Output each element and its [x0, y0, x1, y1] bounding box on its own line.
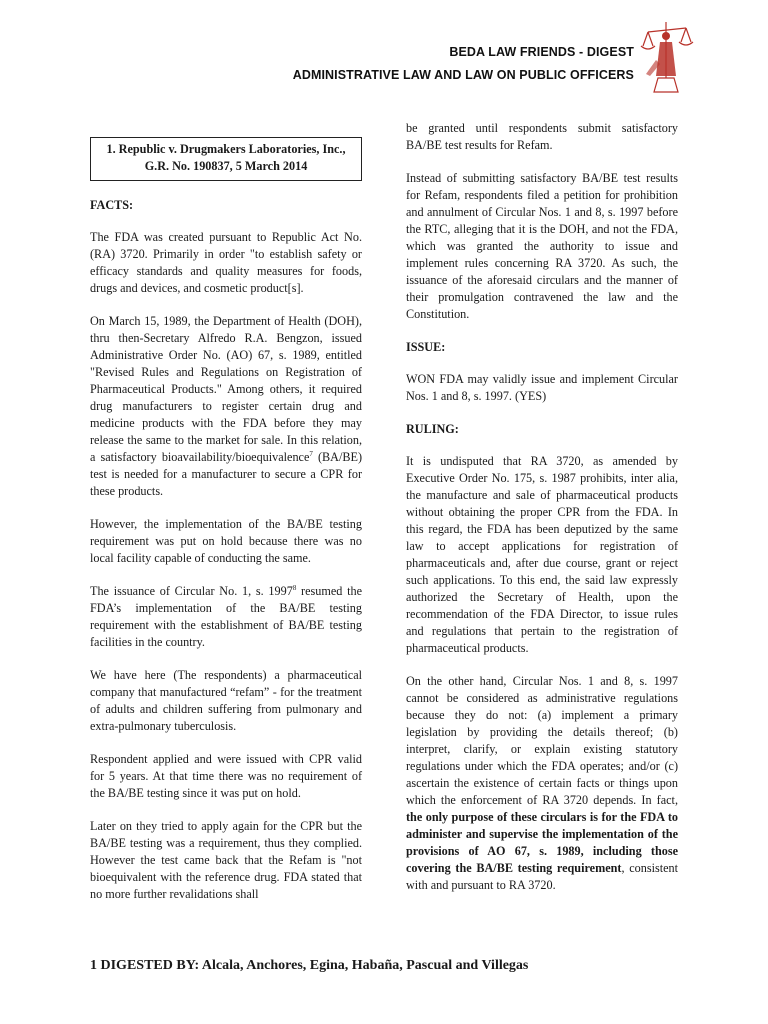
digested-by-label: DIGESTED BY: [100, 958, 200, 973]
facts-paragraph: However, the implementation of the BA/BE testing requirement was put on hold because there was no local facility capable of conducting the same. [90, 517, 362, 565]
digested-by-names: Alcala, Anchores, Egina, Habaña, Pascual and Villegas [201, 958, 529, 973]
case-title: 1. Republic v. Drugmakers Laboratories, Inc., [106, 142, 346, 156]
facts-paragraph: Instead of submitting satisfactory BA/BE test results for Refam, respondents filed a petition for prohibition and annulment of Circular Nos. 1 and 8, s. 1997 before the RTC, alleging that it is the DOH, and not the FDA, which was granted the authority to issue and implement rules concerning RA 3720. As such, the issuance of the aforesaid circulars and the manner of their promulgation contravened the law and the Constitution. [406, 171, 678, 321]
issue-text: WON FDA may validly issue and implement Circular Nos. 1 and 8, s. 1997. (YES) [406, 372, 678, 403]
facts-paragraph-continued: be granted until respondents submit satisfactory BA/BE test results for Refam. [406, 121, 678, 152]
facts-paragraph: We have here (The respondents) a pharmaceutical company that manufactured “refam” - for the treatment of adults and children suffering from pulmonary and extra-pulmonary tuberculosis. [90, 668, 362, 733]
ruling-paragraph: It is undisputed that RA 3720, as amended by Executive Order No. 175, s. 1987 prohibits, inter alia, the manufacture and sale of pharmaceutical products without obtaining the proper CPR from the FDA. In this regard, the FDA has been deputized by the same law to accept applications for registration of pharmaceuticals and, after due course, grant or reject such applications. To this end, the said law expressly authorized the Secretary of Health, upon the recommendation of the FDA Director, to issue rules and regulations that pertain to the registration of pharmaceutical products. [406, 454, 678, 655]
page-footer [90, 958, 528, 974]
ruling-heading: RULING: [406, 422, 459, 436]
facts-heading: FACTS: [90, 198, 134, 212]
lady-justice-icon [636, 16, 696, 96]
footnote-ref: 7 [309, 449, 313, 458]
facts-paragraph: Later on they tried to apply again for the CPR but the BA/BE testing was a requirement, thus they complied. However the test came back that the Refam is "not bioequivalent with the reference drug. FDA stated that no more further revalidations shall [90, 819, 362, 901]
left-column [90, 137, 362, 919]
right-column [406, 120, 678, 910]
case-title-box [90, 137, 362, 181]
issue-heading: ISSUE: [406, 340, 446, 354]
header-title: BEDA LAW FRIENDS - DIGEST [449, 45, 634, 59]
header-subtitle: ADMINISTRATIVE LAW AND LAW ON PUBLIC OFFICERS [292, 68, 634, 82]
facts-paragraph: The issuance of Circular No. 1, s. 1997$^8$ resumed the FDA’s implementation of the BA/BE testing requirement with the establishment of BA/BE testing facilities in the country. [90, 583, 362, 649]
facts-paragraph: The FDA was created pursuant to Republic Act No. (RA) 3720. Primarily in order "to establish safety or efficacy standards and quality measures for foods, drugs and devices, and cosmetic product[s]. [90, 230, 362, 295]
ruling-emphasis: the only purpose of these circulars is for the FDA to administer and supervise the implementation of the provisions of AO 67, s. 1989, including those covering the BA/BE testing requirement [406, 810, 678, 875]
page-header [0, 0, 768, 110]
page-number: 1 [90, 958, 97, 973]
ruling-paragraph: On the other hand, Circular Nos. 1 and 8, s. 1997 cannot be considered as administrative regulations because they do not: (a) implement a primary legislation by providing the details thereof; (b) interpret, clarify, or explain existing statutory regulations under which the FDA operates; and/or (c) ascertain the existence of certain facts or things upon which the enforcement of RA 3720 depends. In fact, the only purpose of these circulars is for the FDA to administer and supervise the implementation of the provisions of AO 67, s. 1989, including those covering the BA/BE testing requirement, consistent with and pursuant to RA 3720. [406, 674, 679, 892]
case-citation: G.R. No. 190837, 5 March 2014 [144, 159, 308, 173]
facts-paragraph: On March 15, 1989, the Department of Health (DOH), thru then-Secretary Alfredo R.A. Bengzon, issued Administrative Order No. (AO) 67, s. 1989, entitled "Revised Rules and Regulations on Registration of Pharmaceutical Products." Among others, it required drug manufacturers to register certain drug and medicine products with the FDA before they may release the same to the market for sale. In this relation, a satisfactory bioavailability/bioequivalence$^7$ (BA/BE) test is needed for a manufacturer to secure a CPR for these products. [90, 314, 362, 498]
footnote-ref: 8 [292, 583, 297, 592]
facts-paragraph: Respondent applied and were issued with CPR valid for 5 years. At that time there was no requirement of the BA/BE testing since it was put on hold. [90, 752, 362, 800]
